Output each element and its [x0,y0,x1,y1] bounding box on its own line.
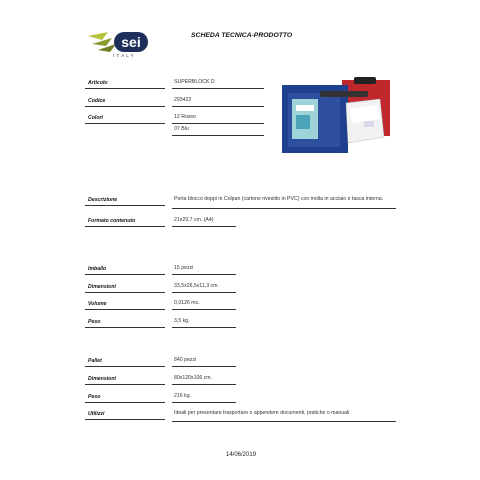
rule [85,309,165,310]
rule [172,366,236,367]
label-codice: Codice [88,98,106,104]
rule [172,402,236,403]
product-image [280,77,392,155]
value-colore-1: 12 Rosso [174,114,196,120]
sei-logo [88,24,158,64]
rule [85,226,165,227]
value-descrizione: Porta blocco doppi in Colpan (cartone rivestito in PVC) con molla in acciaio e tasca interna. [174,196,384,202]
rule [172,327,236,328]
value-codice: 293422 [174,97,192,103]
label-pallet-peso: Peso [88,394,101,400]
value-pallet-dimensioni: 80x120x106 cm. [174,375,213,381]
rule [172,384,236,385]
rule [172,274,236,275]
rule [172,208,396,209]
label-imballo: Imballo [88,266,107,272]
value-pallet-peso: 216 kg. [174,393,192,399]
rule [172,421,396,422]
rule [172,88,264,89]
label-descrizione: Descrizione [88,197,118,203]
rule [85,205,165,206]
value-articolo: SUPERBLOCK D [174,79,215,85]
value-imballo-peso: 3,5 kg. [174,318,190,324]
rule [85,292,165,293]
value-volume: 0,0126 mc. [174,300,200,306]
page-title: SCHEDA TECNICA-PRODOTTO [191,32,293,39]
label-formato: Formato contenuto [88,218,136,224]
rule [172,106,264,107]
rule [85,402,165,403]
label-colori: Colori [88,115,103,121]
value-imballo: 15 pezzi [174,265,194,271]
rule [85,384,165,385]
label-pallet: Pallet [88,358,102,364]
value-utilizzi: Ideali per presentare trasportare o appendere documenti, pratiche o manuali [174,410,350,416]
label-imballo-peso: Peso [88,319,101,325]
label-utilizzi: Utilizzi [88,411,105,417]
rule [85,88,165,89]
rule [85,274,165,275]
value-formato: 21x29,7 cm. (A4) [174,217,214,223]
value-colore-2: 07 Blu [174,126,189,132]
rule [85,106,165,107]
label-articolo: Articolo [88,80,108,86]
rule [85,419,165,420]
footer-date: 14/06/2019 [226,452,257,458]
rule [85,366,165,367]
rule [172,226,236,227]
label-pallet-dimensioni: Dimensioni [88,376,116,382]
rule [85,327,165,328]
rule [172,292,236,293]
rule [172,135,264,136]
logo-sub: ITALY [113,53,136,58]
logo-text: sei [121,34,141,50]
rule [85,123,165,124]
label-imballo-dimensioni: Dimensioni [88,284,116,290]
rule [172,309,236,310]
clipboard-folder-icon [280,77,392,155]
rule [172,123,264,124]
value-pallet: 840 pezzi [174,357,197,363]
value-imballo-dimensioni: 33,5x26,5x11,3 cm. [174,283,219,289]
label-volume: Volume [88,301,107,307]
